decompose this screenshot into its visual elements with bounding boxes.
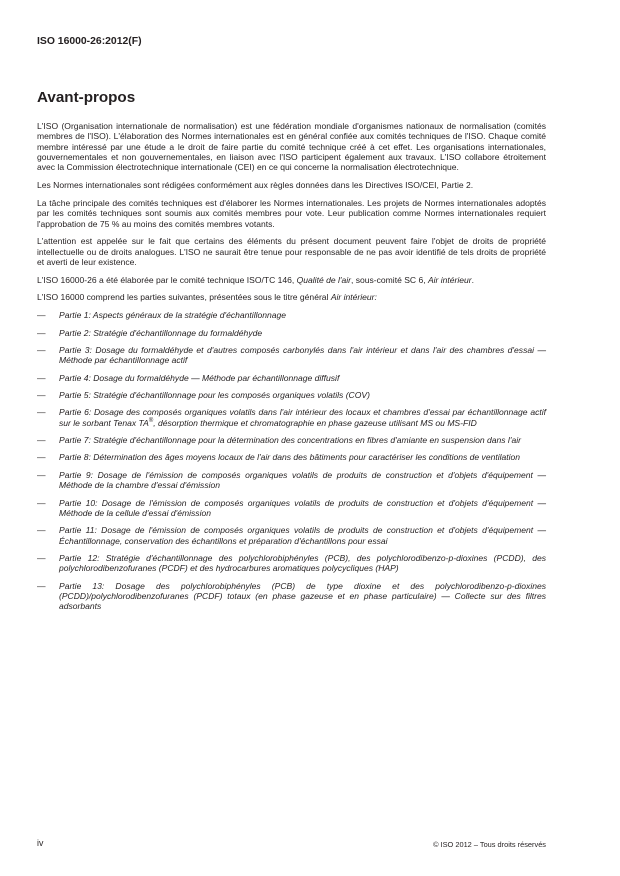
list-item: — Partie 7: Stratégie d'échantillonnage pour la détermination des concentrations en fibres d'amiante en suspension dans l'air [37,435,521,446]
list-item: — Partie 6: Dosage des composés organiques volatils dans l'air intérieur des locaux et chambres d'essai par échantillonnage actif sur le sorbant Tenax TA®, désorption thermique et chromatographie en phase gazeuse utilisant MS ou MS-FID [37,407,546,428]
dash-bullet: — [37,407,46,418]
list-item: — Partie 4: Dosage du formaldéhyde — Méthode par échantillonnage diffusif [37,372,340,383]
paragraph-patent-notice: L'attention est appelée sur le fait que certains des éléments du présent document peuvent faire l'objet de droits de propriété intellectuelle ou de droits analogues. L'ISO ne saurait être tenue pour responsable de ne pas avoir identifié de tels droits de propriété et averti de leur existence. [37,236,546,268]
dash-bullet: — [37,580,46,591]
dash-bullet: — [37,525,46,536]
list-item: — Partie 11: Dosage de l'émission de composés organiques volatils de produits de construction et d'objets d'équipement — Échantillonnage, conservation des échantillons et préparation d'échantillons pour essai [37,525,546,546]
list-item: — Partie 12: Stratégie d'échantillonnage des polychlorobiphényles (PCB), des polychlorodibenzo-p-dioxines (PCDD), des polychlorodibenzofuranes (PCDF) et des hydrocarbures aromatiques polycycliques (HAP) [37,552,546,574]
list-item: — Partie 13: Dosage des polychlorobiphényles (PCB) de type dioxine et des polychlorodibenzo-p-dioxines (PCDD)/polychlorodibenzofuranes (PCDF) totaux (en phase gazeuse et en phase particulaire) — Collecte sur des filtres adsorbants [37,580,546,612]
list-item: — Partie 5: Stratégie d'échantillonnage pour les composés organiques volatils (COV) [37,389,370,400]
paragraph-committee-task: La tâche principale des comités techniques est d'élaborer les Normes internationales. Les projets de Normes internationales adoptés par les comités techniques sont soumis aux comités membres pour vote. Leur publication comme Normes internationales requiert l'approbation de 75 % au moins des comités membres votants. [37,197,546,229]
list-item: — Partie 10: Dosage de l'émission de composés organiques volatils de produits de construction et d'objets d'équipement — Méthode de la cellule d'essai d'émission [37,497,546,518]
parts-list [37,310,546,611]
paragraph-series-intro: L'ISO 16000 comprend les parties suivantes, présentées sous le titre général Air intérieur: [37,292,377,303]
list-item: — Partie 9: Dosage de l'émission de composés organiques volatils de produits de construction et d'objets d'équipement — Méthode de la chambre d'essai d'émission [37,469,546,491]
dash-bullet: — [37,310,46,321]
dash-bullet: — [37,435,46,446]
dash-bullet: — [37,372,46,383]
paragraph-directives: Les Normes internationales sont rédigées conformément aux règles données dans les Directives ISO/CEI, Partie 2. [37,180,474,191]
list-item: — Partie 2: Stratégie d'échantillonnage du formaldéhyde [37,327,263,338]
dash-bullet: — [37,327,46,338]
paragraph-prepared-by: L'ISO 16000-26 a été élaborée par le comité technique ISO/TC 146, Qualité de l'air, sous-comité SC 6, Air intérieur. [37,274,475,285]
list-item: — Partie 8: Détermination des âges moyens locaux de l'air dans des bâtiments pour caractériser les conditions de ventilation [37,452,521,463]
copyright-notice: © ISO 2012 – Tous droits réservés [433,840,546,849]
foreword-body [37,121,546,619]
paragraph-iso-intro: L'ISO (Organisation internationale de normalisation) est une fédération mondiale d'organismes nationaux de normalisation (comités membres de l'ISO). L'élaboration des Normes internationales est en général confiée aux comités techniques de l'ISO. Chaque comité membre intéressé par une étude a le droit de faire partie du comité technique créé à cet effet. Les organisations internationales, gouvernementales et non gouvernementales, en liaison avec l'ISO participent également aux travaux. L'ISO collabore étroitement avec la Commission électrotechnique internationale (CEI) en ce qui concerne la normalisation électrotechnique. [37,121,546,173]
dash-bullet: — [37,344,46,355]
page-title: Avant-propos [37,89,136,106]
document-id-header: ISO 16000-26:2012(F) [37,36,142,47]
dash-bullet: — [37,552,46,563]
dash-bullet: — [37,452,46,463]
dash-bullet: — [37,497,46,508]
list-item: — Partie 1: Aspects généraux de la stratégie d'échantillonnage [37,310,287,321]
page-number: iv [37,838,44,848]
list-item: — Partie 3: Dosage du formaldéhyde et d'autres composés carbonylés dans l'air intérieur et dans l'air des chambres d'essai — Méthode par échantillonnage actif [37,344,546,366]
dash-bullet: — [37,469,46,480]
dash-bullet: — [37,389,46,400]
